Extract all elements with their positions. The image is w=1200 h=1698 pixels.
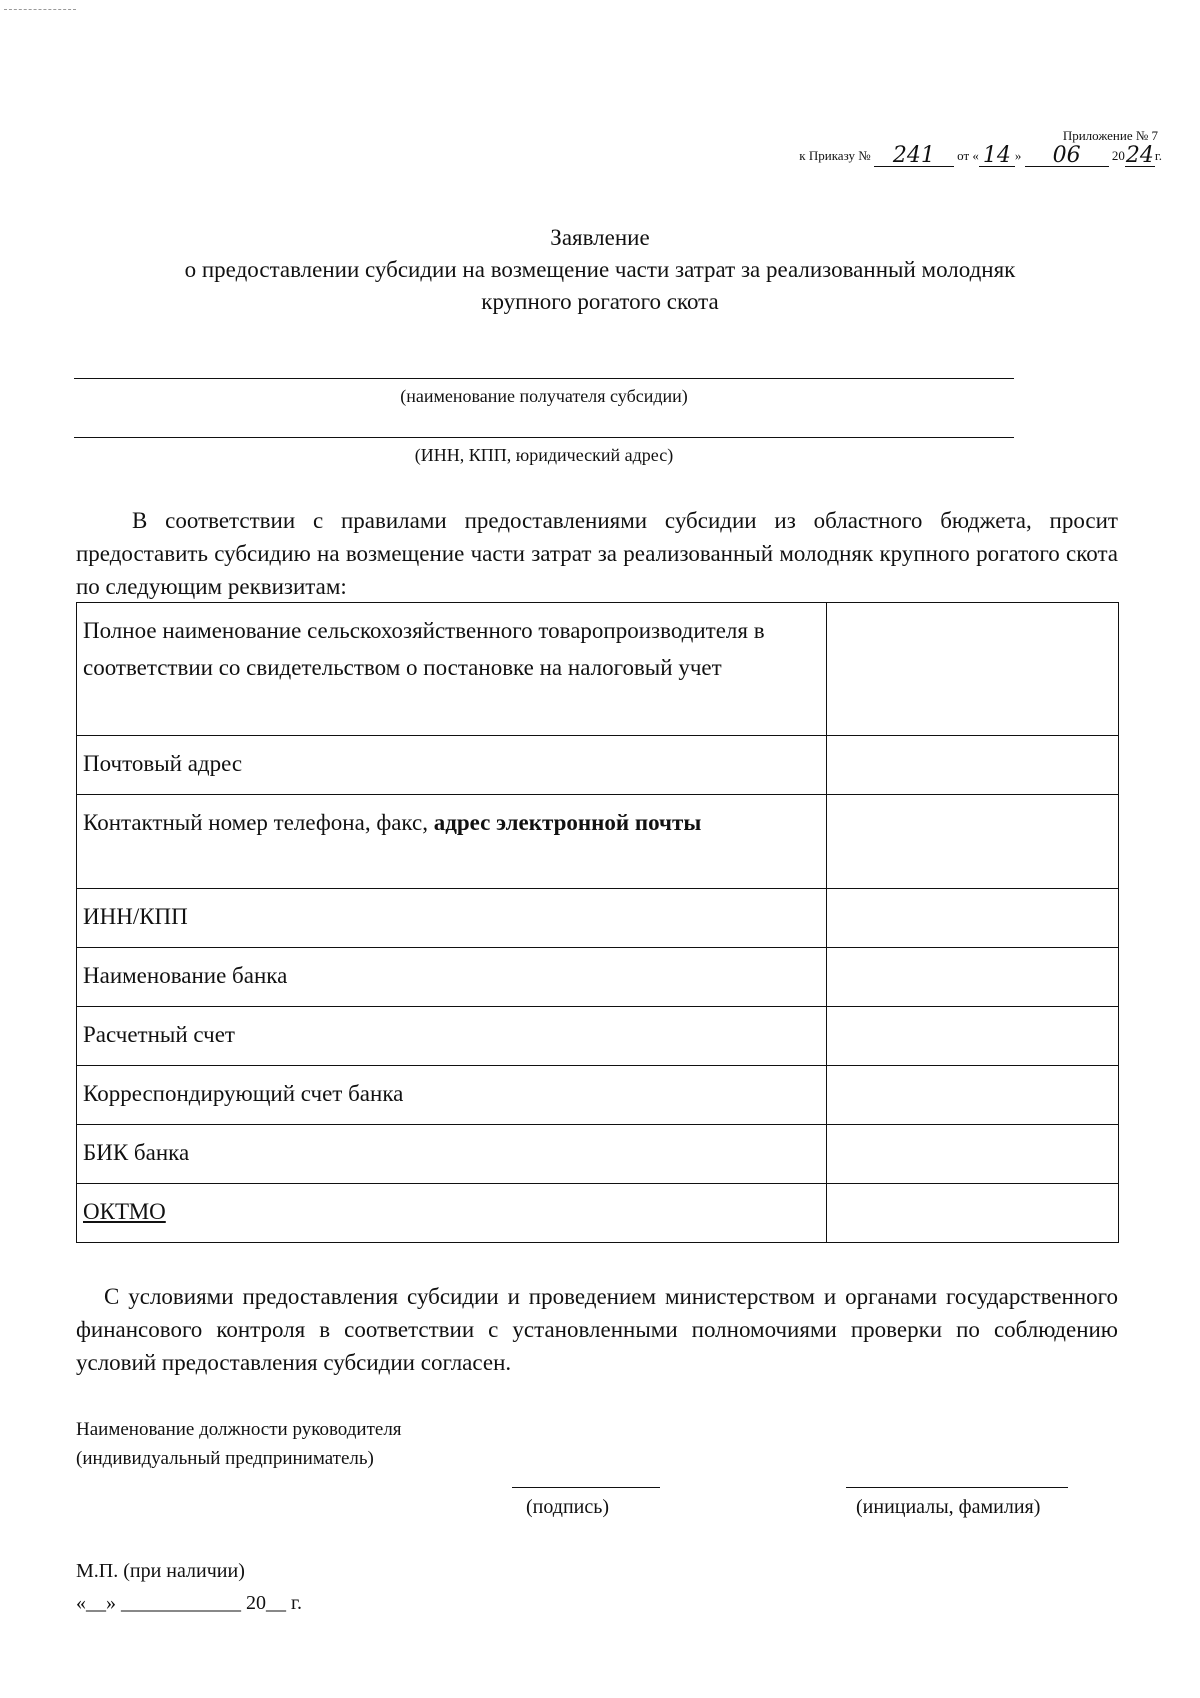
table-row xyxy=(77,603,1119,736)
row-value-full-name[interactable] xyxy=(827,603,1119,736)
table-row xyxy=(77,1066,1119,1125)
title-line-2: о предоставлении субсидии на возмещение части затрат за реализованный молодняк xyxy=(184,257,1016,282)
table-row xyxy=(77,889,1119,948)
row-label-inn-kpp: ИНН/КПП xyxy=(77,889,827,948)
row-value-oktmo[interactable] xyxy=(827,1184,1119,1243)
document-title xyxy=(0,222,1200,318)
signature-line[interactable] xyxy=(512,1487,660,1488)
year-handwritten: 24 xyxy=(1125,143,1154,168)
table-row xyxy=(77,1125,1119,1184)
day-suffix: » xyxy=(1014,148,1022,163)
row-value-bik[interactable] xyxy=(827,1125,1119,1184)
full-name-line[interactable] xyxy=(846,1487,1068,1488)
year-suffix: г. xyxy=(1154,148,1162,163)
recipient-inn-line[interactable] xyxy=(74,437,1014,438)
signatory-position xyxy=(76,1415,402,1473)
table-row xyxy=(77,736,1119,795)
contacts-text: Контактный номер телефона, факс, xyxy=(83,810,434,835)
consent-paragraph: С условиями предоставления субсидии и проведением министерством и органами государственного финансового контроля в соответствии с установленными полномочиями проверки по соблюдению условий предоставления субсидии согласен. xyxy=(76,1284,1118,1375)
row-label-bank-name: Наименование банка xyxy=(77,948,827,1007)
oktmo-text: ОКТМО xyxy=(83,1199,166,1224)
full-name-caption: (инициалы, фамилия) xyxy=(856,1496,1041,1518)
date-line[interactable]: «__» ____________ 20__ г. xyxy=(76,1592,302,1614)
table-row xyxy=(77,948,1119,1007)
signatory-line-1: Наименование должности руководителя xyxy=(76,1419,402,1440)
title-line-3: крупного рогатого скота xyxy=(481,289,719,314)
table-row xyxy=(77,795,1119,889)
recipient-name-caption: (наименование получателя субсидии) xyxy=(400,386,688,406)
day-handwritten: 14 xyxy=(979,146,1015,167)
signatory-line-2: (индивидуальный предприниматель) xyxy=(76,1448,374,1469)
table-row xyxy=(77,1007,1119,1066)
stamp-label: М.П. (при наличии) xyxy=(76,1560,245,1582)
month-handwritten: 06 xyxy=(1025,146,1109,167)
order-prefix: к Приказу № xyxy=(799,148,871,163)
title-line-1: Заявление xyxy=(550,225,650,250)
order-number-handwritten: 241 xyxy=(874,146,954,167)
contacts-email-text: адрес электронной почты xyxy=(433,810,702,835)
from-prefix: от « xyxy=(957,148,979,163)
signature-caption: (подпись) xyxy=(526,1496,610,1518)
intro-text: В соответствии с правилами предоставлениями субсидии из областного бюджета, просит предоставить субсидию на возмещение части затрат за реализованный молодняк крупного рогатого скота по следующим реквизитам: xyxy=(76,508,1118,599)
row-label-full-name: Полное наименование сельскохозяйственного товаропроизводителя в соответствии со свидетельством о постановке на налоговый учет xyxy=(77,603,827,736)
row-label-correspondent-account: Корреспондирующий счет банка xyxy=(77,1066,827,1125)
requisites-table xyxy=(76,602,1119,1243)
row-label-postal-address: Почтовый адрес xyxy=(77,736,827,795)
row-label-contacts xyxy=(77,795,827,889)
row-value-postal-address[interactable] xyxy=(827,736,1119,795)
row-value-settlement-account[interactable] xyxy=(827,1007,1119,1066)
intro-paragraph xyxy=(76,504,1118,603)
year-prefix: 20 xyxy=(1111,148,1125,163)
order-reference xyxy=(799,143,1162,168)
row-value-bank-name[interactable] xyxy=(827,948,1119,1007)
row-value-inn-kpp[interactable] xyxy=(827,889,1119,948)
appendix-label: Приложение № 7 xyxy=(1062,128,1158,143)
table-row xyxy=(77,1184,1119,1243)
recipient-inn-caption: (ИНН, КПП, юридический адрес) xyxy=(414,445,674,465)
recipient-name-line[interactable] xyxy=(74,378,1014,379)
row-label-oktmo xyxy=(77,1184,827,1243)
scan-artifact xyxy=(4,9,76,10)
stamp-block xyxy=(76,1555,302,1619)
row-label-bik: БИК банка xyxy=(77,1125,827,1184)
row-value-correspondent-account[interactable] xyxy=(827,1066,1119,1125)
row-value-contacts[interactable] xyxy=(827,795,1119,889)
row-label-settlement-account: Расчетный счет xyxy=(77,1007,827,1066)
